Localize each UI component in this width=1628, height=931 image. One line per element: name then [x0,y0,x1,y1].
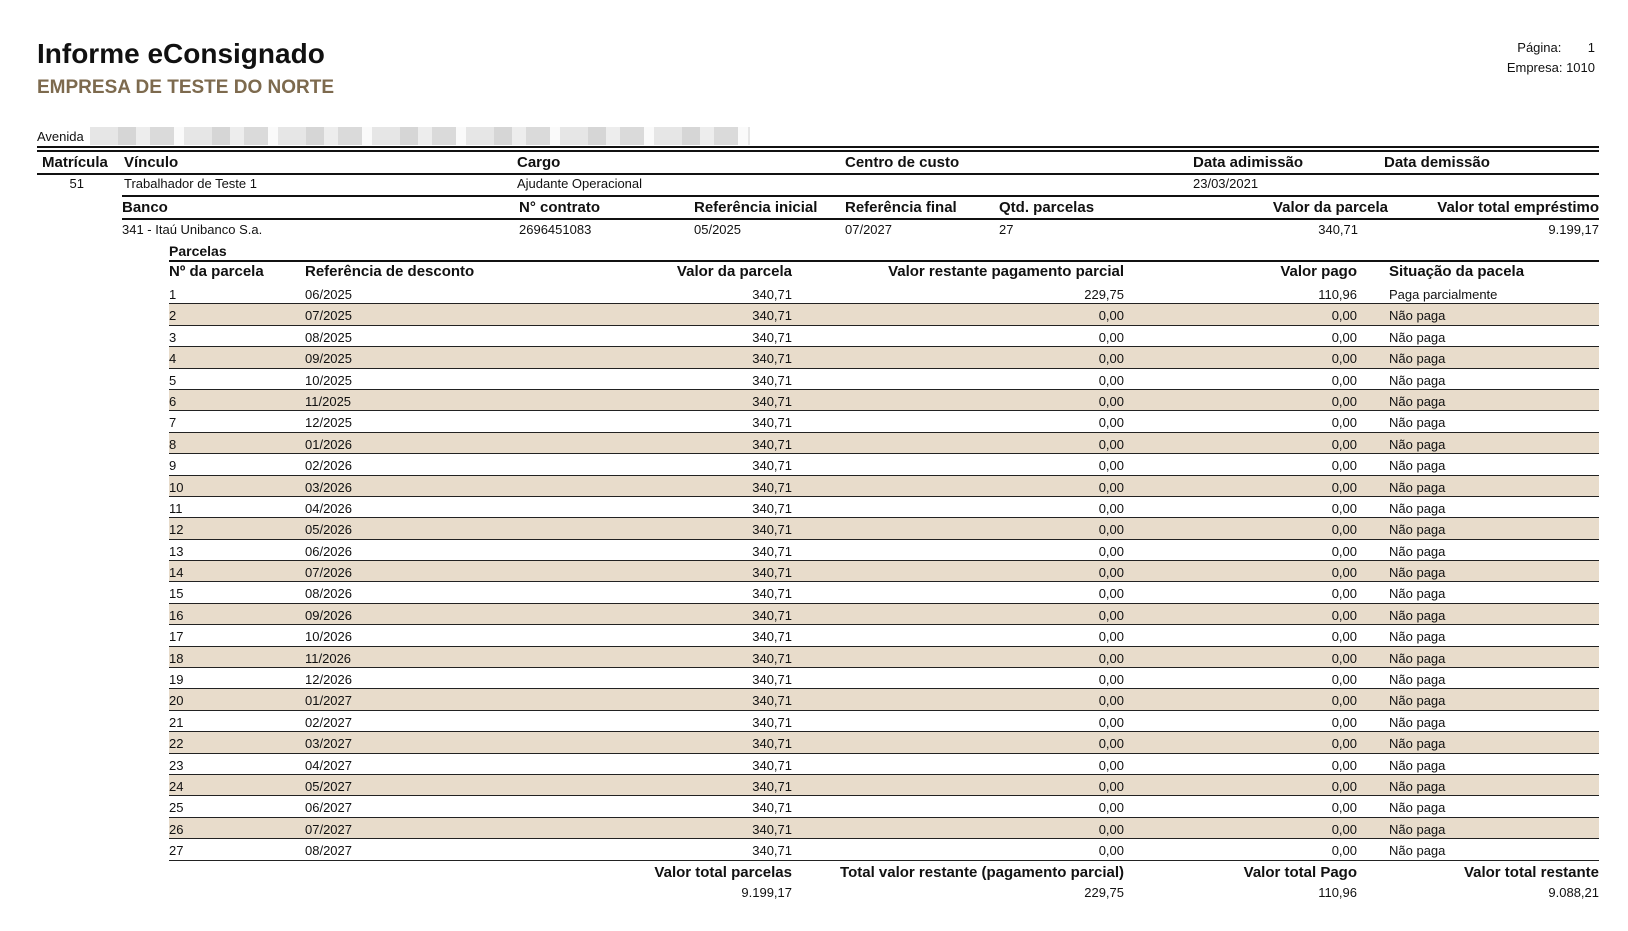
cell-valor-pago: 0,00 [1331,736,1357,752]
cell-valor-restante: 0,00 [1098,500,1124,516]
cell-valor-parcela: 340,71 [752,629,792,645]
cell-numero: 21 [169,714,184,730]
employee-header-rule [37,173,1599,175]
cell-valor-restante: 0,00 [1098,821,1124,837]
cell-numero: 3 [169,329,177,345]
cell-valor-parcela: 340,71 [752,672,792,688]
employee-cargo: Ajudante Operacional [517,176,643,191]
cell-valor-pago: 0,00 [1331,565,1357,581]
cell-valor-parcela: 340,71 [752,650,792,666]
cell-valor-pago: 0,00 [1331,415,1357,431]
total-restante: 9.088,21 [1548,885,1599,900]
cell-situacao: Não paga [1389,565,1446,581]
cell-valor-parcela: 340,71 [752,693,792,709]
cell-numero: 16 [169,607,184,623]
cell-valor-pago: 0,00 [1331,586,1357,602]
cell-valor-pago: 0,00 [1331,308,1357,324]
header-situacao: Situação da pacela [1389,263,1525,280]
cell-referencia: 01/2027 [305,693,352,709]
top-rule [37,146,1599,148]
cell-valor-restante: 0,00 [1098,650,1124,666]
page-info [1507,38,1595,78]
cell-referencia: 03/2027 [305,736,352,752]
cell-referencia: 12/2025 [305,415,352,431]
cell-valor-pago: 0,00 [1331,436,1357,452]
company-name: EMPRESA DE TESTE DO NORTE [37,77,334,98]
top-rule-2 [37,150,1599,152]
cell-valor-restante: 0,00 [1098,586,1124,602]
cell-situacao: Não paga [1389,736,1446,752]
cell-valor-restante: 0,00 [1098,308,1124,324]
header-data-admissao: Data adimissão [1193,154,1304,171]
cell-situacao: Não paga [1389,757,1446,773]
cell-referencia: 06/2025 [305,287,352,302]
cell-situacao: Não paga [1389,607,1446,623]
cell-situacao: Não paga [1389,821,1446,837]
cell-valor-pago: 0,00 [1331,500,1357,516]
header-numero-parcela: Nº da parcela [169,263,264,280]
cell-referencia: 07/2025 [305,308,352,324]
loan-top-rule [122,195,1599,197]
header-valor-parcela-emprestimo: Valor da parcela [1272,199,1388,216]
cell-numero: 9 [169,458,177,474]
cell-valor-restante: 0,00 [1098,778,1124,794]
cell-valor-pago: 0,00 [1331,714,1357,730]
cell-numero: 8 [169,436,177,452]
cell-valor-pago: 0,00 [1331,821,1357,837]
cell-numero: 14 [169,565,184,581]
cell-referencia: 10/2025 [305,372,352,388]
cell-valor-restante: 0,00 [1098,436,1124,452]
header-valor-restante-parcial: Valor restante pagamento parcial [888,263,1124,280]
table-row [169,754,1599,775]
header-referencia-desconto: Referência de desconto [305,263,475,280]
cell-referencia: 06/2027 [305,800,352,816]
header-total-restante: Valor total restante [1463,864,1599,881]
table-row [169,689,1599,710]
cell-valor-restante: 0,00 [1098,843,1124,859]
cell-valor-restante: 0,00 [1098,757,1124,773]
page-number: 1 [1587,40,1595,55]
cell-valor-parcela: 340,71 [752,393,792,409]
table-row [169,796,1599,817]
cell-numero: 20 [169,693,184,709]
header-contrato: N° contrato [519,199,600,216]
cell-valor-parcela: 340,71 [752,415,792,431]
parcelas-table-body [169,283,1599,861]
table-row [169,347,1599,368]
cell-valor-pago: 0,00 [1331,650,1357,666]
employee-data-admissao: 23/03/2021 [1193,176,1259,191]
cell-valor-parcela: 340,71 [752,565,792,581]
loan-banco: 341 - Itaú Unibanco S.a. [122,222,263,237]
cell-valor-pago: 0,00 [1331,757,1357,773]
cell-valor-restante: 0,00 [1098,543,1124,559]
cell-referencia: 11/2026 [305,650,352,666]
cell-valor-parcela: 340,71 [752,458,792,474]
cell-valor-pago: 0,00 [1331,522,1357,538]
cell-numero: 12 [169,522,184,538]
cell-valor-restante: 0,00 [1098,672,1124,688]
table-row [169,454,1599,475]
cell-valor-parcela: 340,71 [752,586,792,602]
cell-referencia: 03/2026 [305,479,352,495]
header-ref-final: Referência final [845,199,957,216]
parcelas-section-title: Parcelas [169,243,227,259]
page-label: Página: [1517,40,1562,55]
header-valor-parcela: Valor da parcela [676,263,792,280]
loan-header-rule [122,218,1599,220]
total-pago: 110,96 [1318,885,1357,900]
cell-valor-restante: 0,00 [1098,629,1124,645]
cell-valor-restante: 0,00 [1098,522,1124,538]
cell-numero: 6 [169,393,177,409]
cell-valor-pago: 0,00 [1331,843,1357,859]
header-cargo: Cargo [517,154,561,171]
cell-valor-pago: 0,00 [1331,543,1357,559]
table-row [169,818,1599,839]
header-matricula: Matrícula [42,154,108,171]
table-row [169,304,1599,325]
employee-matricula: 51 [69,176,84,191]
cell-numero: 22 [169,736,184,752]
cell-referencia: 11/2025 [305,393,352,409]
cell-referencia: 06/2026 [305,543,352,559]
table-row [169,433,1599,454]
cell-referencia: 12/2026 [305,672,352,688]
cell-valor-parcela: 340,71 [752,778,792,794]
cell-referencia: 05/2026 [305,522,352,538]
header-qtd-parcelas: Qtd. parcelas [999,199,1095,216]
cell-valor-restante: 0,00 [1098,415,1124,431]
cell-valor-pago: 0,00 [1331,372,1357,388]
cell-situacao: Não paga [1389,308,1446,324]
cell-valor-pago: 110,96 [1318,287,1357,302]
cell-valor-restante: 0,00 [1098,372,1124,388]
cell-valor-restante: 0,00 [1098,329,1124,345]
cell-situacao: Não paga [1389,436,1446,452]
header-total-restante-parcial: Total valor restante (pagamento parcial) [840,864,1124,881]
table-row [169,390,1599,411]
cell-situacao: Não paga [1389,650,1446,666]
cell-valor-parcela: 340,71 [752,757,792,773]
company-code: 1010 [1566,60,1595,75]
loan-contrato: 2696451083 [519,222,592,237]
report-title: Informe eConsignado [37,38,325,69]
loan-qtd-parcelas: 27 [999,222,1014,237]
cell-situacao: Não paga [1389,778,1446,794]
total-restante-parcial: 229,75 [1084,885,1124,900]
cell-valor-pago: 0,00 [1331,672,1357,688]
header-valor-total-emprestimo: Valor total empréstimo [1437,199,1599,216]
cell-valor-pago: 0,00 [1331,629,1357,645]
cell-valor-restante: 0,00 [1098,565,1124,581]
cell-valor-restante: 0,00 [1098,714,1124,730]
cell-numero: 2 [169,308,177,324]
table-row [169,326,1599,347]
cell-referencia: 09/2026 [305,607,352,623]
cell-numero: 5 [169,372,177,388]
header-ref-inicial: Referência inicial [694,199,818,216]
cell-valor-pago: 0,00 [1331,479,1357,495]
table-row [169,561,1599,582]
cell-referencia: 02/2027 [305,714,352,730]
cell-situacao: Não paga [1389,543,1446,559]
company-code-label: Empresa: [1506,60,1563,75]
cell-situacao: Não paga [1389,522,1446,538]
cell-valor-parcela: 340,71 [752,372,792,388]
cell-valor-parcela: 340,71 [752,821,792,837]
cell-valor-restante: 0,00 [1098,693,1124,709]
cell-numero: 25 [169,800,184,816]
cell-situacao: Não paga [1389,500,1446,516]
table-row [169,497,1599,518]
cell-referencia: 08/2025 [305,329,352,345]
header-valor-pago: Valor pago [1280,263,1357,280]
cell-valor-parcela: 340,71 [752,308,792,324]
cell-referencia: 09/2025 [305,351,352,367]
cell-valor-parcela: 340,71 [752,436,792,452]
cell-situacao: Não paga [1389,714,1446,730]
cell-situacao: Não paga [1389,372,1446,388]
cell-referencia: 07/2027 [305,821,352,837]
table-row [169,668,1599,689]
cell-referencia: 04/2027 [305,757,352,773]
cell-referencia: 08/2027 [305,843,352,859]
cell-valor-restante: 0,00 [1098,458,1124,474]
cell-valor-parcela: 340,71 [752,800,792,816]
cell-situacao: Não paga [1389,393,1446,409]
cell-numero: 19 [169,672,184,688]
table-row [169,369,1599,390]
employee-vinculo: Trabalhador de Teste 1 [124,176,257,191]
cell-valor-pago: 0,00 [1331,458,1357,474]
cell-valor-pago: 0,00 [1331,329,1357,345]
cell-numero: 17 [169,629,184,645]
cell-referencia: 04/2026 [305,500,352,516]
table-row [169,839,1599,860]
cell-situacao: Não paga [1389,479,1446,495]
loan-valor-parcela: 340,71 [1318,222,1358,237]
header-total-parcelas: Valor total parcelas [654,864,792,881]
header-centro-custo: Centro de custo [845,154,960,171]
cell-numero: 10 [169,479,184,495]
cell-situacao: Não paga [1389,415,1446,431]
table-row [169,604,1599,625]
cell-valor-parcela: 340,71 [752,607,792,623]
cell-valor-pago: 0,00 [1331,393,1357,409]
cell-referencia: 01/2026 [305,436,352,452]
table-row [169,732,1599,753]
cell-referencia: 05/2027 [305,778,352,794]
cell-referencia: 08/2026 [305,586,352,602]
cell-numero: 26 [169,821,184,837]
cell-valor-pago: 0,00 [1331,693,1357,709]
cell-valor-parcela: 340,71 [752,522,792,538]
cell-numero: 13 [169,543,184,559]
address-label: Avenida [37,128,84,144]
cell-valor-parcela: 340,71 [752,479,792,495]
cell-referencia: 10/2026 [305,629,352,645]
cell-valor-parcela: 340,71 [752,329,792,345]
table-row [169,283,1599,304]
cell-valor-pago: 0,00 [1331,800,1357,816]
cell-valor-parcela: 340,71 [752,843,792,859]
cell-numero: 15 [169,586,184,602]
table-row [169,775,1599,796]
table-row [169,411,1599,432]
table-row [169,625,1599,646]
cell-numero: 24 [169,778,184,794]
cell-valor-parcela: 340,71 [752,543,792,559]
cell-valor-parcela: 340,71 [752,351,792,367]
cell-valor-restante: 0,00 [1098,736,1124,752]
table-row [169,540,1599,561]
cell-valor-parcela: 340,71 [752,500,792,516]
cell-valor-pago: 0,00 [1331,607,1357,623]
cell-numero: 18 [169,650,184,666]
cell-valor-parcela: 340,71 [752,287,792,302]
cell-situacao: Não paga [1389,586,1446,602]
cell-referencia: 02/2026 [305,458,352,474]
loan-ref-inicial: 05/2025 [694,222,741,237]
cell-valor-restante: 0,00 [1098,351,1124,367]
cell-situacao: Não paga [1389,693,1446,709]
parcelas-top-rule [169,260,1599,262]
loan-ref-final: 07/2027 [845,222,892,237]
cell-valor-pago: 0,00 [1331,778,1357,794]
cell-valor-pago: 0,00 [1331,351,1357,367]
cell-situacao: Não paga [1389,351,1446,367]
cell-situacao: Não paga [1389,843,1446,859]
table-row [169,582,1599,603]
total-parcelas: 9.199,17 [741,885,792,900]
address-line [37,127,750,145]
cell-situacao: Não paga [1389,329,1446,345]
header-banco: Banco [122,199,168,216]
table-row [169,647,1599,668]
table-row [169,711,1599,732]
table-row [169,518,1599,539]
cell-valor-parcela: 340,71 [752,736,792,752]
cell-valor-restante: 0,00 [1098,479,1124,495]
header-vinculo: Vínculo [124,154,179,171]
cell-situacao: Paga parcialmente [1389,287,1498,302]
cell-valor-restante: 0,00 [1098,607,1124,623]
cell-valor-restante: 0,00 [1098,393,1124,409]
cell-situacao: Não paga [1389,629,1446,645]
cell-situacao: Não paga [1389,800,1446,816]
cell-valor-restante: 229,75 [1084,287,1124,302]
cell-numero: 11 [169,500,183,516]
loan-valor-total: 9.199,17 [1548,222,1599,237]
cell-numero: 1 [169,287,177,302]
table-row [169,476,1599,497]
cell-referencia: 07/2026 [305,565,352,581]
cell-numero: 27 [169,843,184,859]
header-data-demissao: Data demissão [1384,154,1490,171]
header-total-pago: Valor total Pago [1243,864,1357,881]
cell-numero: 7 [169,415,177,431]
cell-numero: 4 [169,351,177,367]
cell-situacao: Não paga [1389,458,1446,474]
cell-numero: 23 [169,757,184,773]
cell-valor-parcela: 340,71 [752,714,792,730]
address-redacted [90,127,750,145]
cell-valor-restante: 0,00 [1098,800,1124,816]
cell-situacao: Não paga [1389,672,1446,688]
